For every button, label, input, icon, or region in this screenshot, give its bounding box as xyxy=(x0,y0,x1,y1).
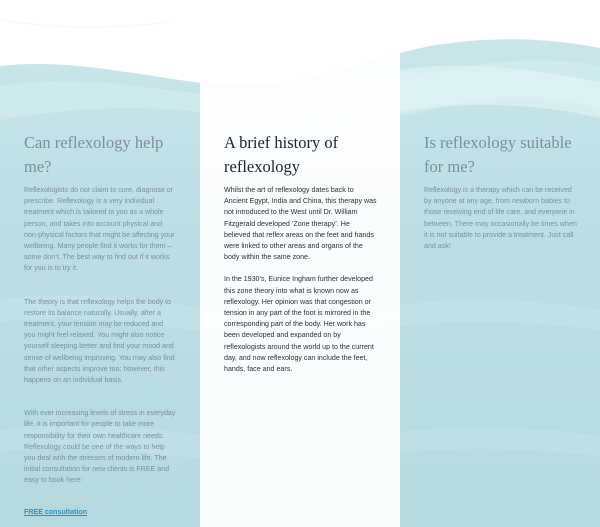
heading-can-reflexology-help: Can reflexology help me? xyxy=(24,133,164,176)
heading-brief-history: A brief history of reflexology xyxy=(224,133,339,176)
paragraph-eunice-ingham: In the 1930’s, Eunice Ingham further developed this zone theory into what is known now as reflexology. Her opinion was that congestion or tension in any part of the foot is mirrored in the corresponding part of the body. Her work has been developed and expanded on by reflexologists around the world up to the current day, and now reflexology can include the feet, hands, face and ears. xyxy=(224,275,374,374)
paragraph-stress: With ever increasing levels of stress in everyday life, it is important for people to take more responsibility for their own healthcare needs. Reflexology could be one of the ways to help you deal with the stresses of modern life. The initial consultation for new clients is FREE and easy to book here: xyxy=(24,409,176,485)
heading-is-reflexology-suitable: Is reflexology suitable for me? xyxy=(424,133,572,176)
column-brief-history xyxy=(200,0,400,527)
paragraph-origins: Whilst the art of reflexology dates back to Ancient Egypt, India and China, this therapy was not introduced to the West until Dr. William Fitzgerald developed ‘Zone therapy’. He believed that reflex areas on the feet and hands were linked to other areas and organs of the body within the same zone. xyxy=(224,186,377,262)
column-is-reflexology-suitable xyxy=(400,0,600,527)
column-can-reflexology-help xyxy=(0,0,200,527)
free-consultation-link[interactable]: FREE consultation xyxy=(24,507,88,516)
paragraph-suitability: Reflexology is a therapy which can be received by anyone at any age, from newborn babies to those receiving end of life care, and everyone in between. There may occasionally be times when it is not suitable to provide a treatment. Just call and ask! xyxy=(424,186,577,251)
paragraph-no-cure-claim: Reflexologists do not claim to cure, diagnose or prescribe. Reflexology is a very individual treatment which is tailored to you as a whole person, and takes into account physical and non-physical factors that might be affecting your wellbeing. Many people find it works for them – some don’t. The best way to find out if it works for you is to try it. xyxy=(24,186,175,273)
paragraph-theory: The theory is that reflexology helps the body to restore its balance naturally. Usually, after a treatment, your tension may be reduced and you might feel relaxed. You might also notice yourself sleeping better and find your mood and sense of wellbeing improving. You may also find that other aspects improve too; however, this happens on an individual basis. xyxy=(24,297,175,385)
